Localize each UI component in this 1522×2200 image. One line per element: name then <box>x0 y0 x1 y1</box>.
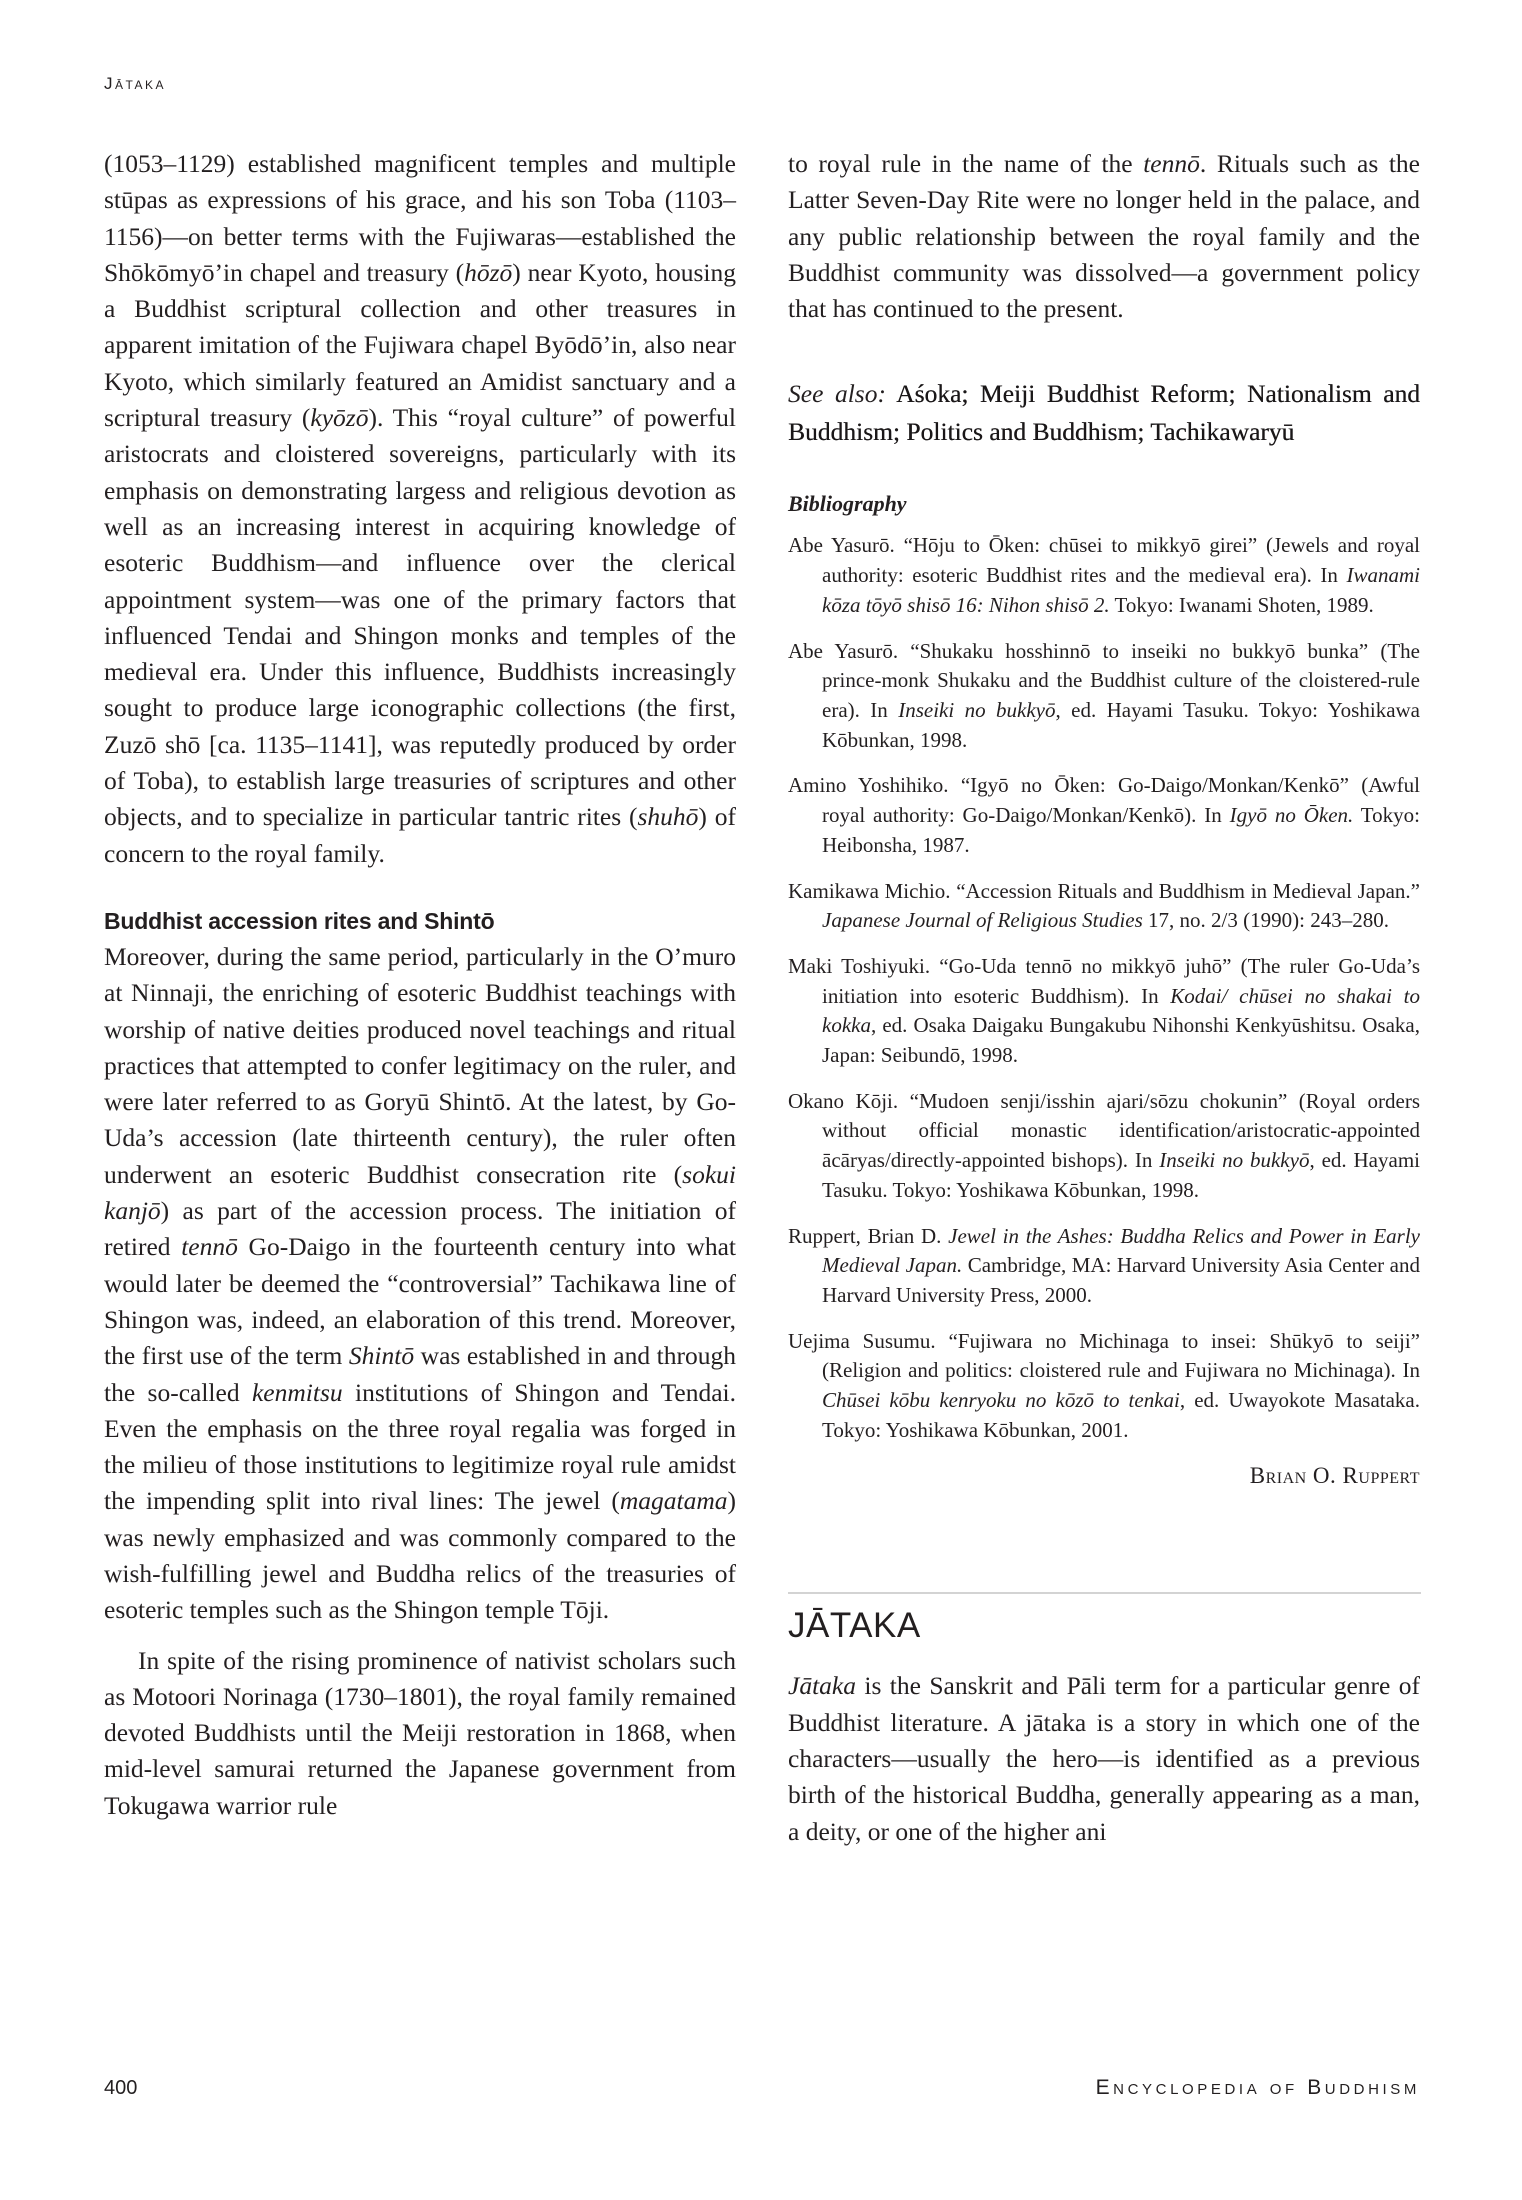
running-head: Jātaka <box>104 74 166 93</box>
text-run: ) near Kyoto, housing a Buddhist scriptural collection and other treasures in apparent imitation of the Fujiwara chapel Byōdō’in, also near Kyoto, which similarly featured an Amidist sanctuary and a scriptural treasury ( <box>104 257 736 433</box>
italic-term: magatama <box>619 1486 728 1516</box>
italic-title: Chūsei kōbu kenryoku no kōzō to tenkai <box>822 1388 1180 1413</box>
bibliography-entry <box>788 1327 1420 1446</box>
text-run: Okano Kōji. “Mudoen senji/isshin ajari/sōzu chokunin” (Royal orders without official monastic identification/aristocratic-appointed ācāryas/directly-appointed bishops). In <box>788 1088 1420 1173</box>
section-subheading: Buddhist accession rites and Shintō <box>104 907 495 934</box>
body-paragraph <box>104 146 736 872</box>
text-run: , ed. Osaka Daigaku Bungakubu Nihonshi Kenkyūshitsu. Osaka, Japan: Seibundō, 1998. <box>822 1013 1420 1068</box>
italic-term: tennō <box>181 1232 238 1262</box>
text-run: , ed. Hayami Tasuku. Tokyo: Yoshikawa Kōbunkan, 1998. <box>822 698 1420 752</box>
left-column <box>104 146 736 1824</box>
text-run: institutions of Shingon and Tendai. Even the emphasis on the three royal regalia was forged in the milieu of those institutions to legitimize royal rule amidst the impending split into rival lines: The jewel ( <box>104 1377 736 1516</box>
text-run: Tokyo: Heibonsha, 1987. <box>822 803 1420 857</box>
text-run: Moreover, during the same period, particularly in the O’muro at Ninnaji, the enriching of esoteric Buddhist teachings with worship of native deities produced novel teachings and ritual practices that attempted to confer legitimacy on the ruler, and were later referred to as Goryū Shintō. At the latest, by Go-Uda’s accession (late thirteenth century), the ruler often underwent an esoteric Buddhist consecration rite ( <box>104 941 736 1189</box>
body-paragraph <box>104 939 736 1629</box>
bibliography-heading: Bibliography <box>788 491 907 517</box>
bibliography-entry <box>788 1222 1420 1311</box>
bibliography-entry <box>788 1087 1420 1206</box>
book-title: Encyclopedia of Buddhism <box>1095 2076 1420 2099</box>
italic-term: kenmitsu <box>251 1377 343 1407</box>
text-run: is the Sanskrit and Pāli term for a particular genre of Buddhist literature. A jātaka is a story in which one of the characters—usually the hero—is identified as a previous birth of the historical Buddha, generally appearing as a man, a deity, or one of the higher ani <box>788 1671 1420 1846</box>
text-run: to royal rule in the name of the <box>788 149 1144 178</box>
text-run: 17, no. 2/3 (1990): 243–280. <box>1142 908 1389 933</box>
body-paragraph <box>788 146 1420 327</box>
text-run: . Rituals such as the Latter Seven-Day Rite were no longer held in the palace, and any public relationship between the royal family and the Buddhist community was dissolved—a government policy that has continued to the present. <box>788 149 1421 324</box>
author-signature: Brian O. Ruppert <box>1249 1463 1420 1489</box>
text-run: Kamikawa Michio. “Accession Rituals and Buddhism in Medieval Japan.” <box>788 878 1420 903</box>
italic-term: tennō <box>1143 149 1200 178</box>
text-run: (1053–1129) established magnificent temples and multiple stūpas as expressions of his grace, and his son Toba (1103–1156)—on better terms with the Fujiwaras—established the Shōkōmyō’in chapel and treasury ( <box>104 149 736 287</box>
bibliography-entry <box>788 877 1420 936</box>
text-run: ) of concern to the royal family. <box>104 802 736 868</box>
italic-title: Inseiki no bukkyō <box>898 698 1056 722</box>
italic-term: Jātaka <box>788 1671 856 1701</box>
text-run: ). This “royal culture” of powerful aristocrats and cloistered sovereigns, particularly with its emphasis on demonstrating largess and religious devotion as well as an increasing interest in acquiring knowledge of esoteric Buddhism—and influence over the clerical appointment system—was one of the primary factors that influenced Tendai and Shingon monks and temples of the medieval era. Under this influence, Buddhists increasingly sought to produce large iconographic collections (the first, Zuzō shō [ca. 1135–1141], was reputedly produced by order of Toba), to establish large treasuries of scriptures and other objects, and to specialize in particular tantric rites ( <box>104 403 736 832</box>
italic-title: Inseiki no bukkyō <box>1159 1148 1310 1173</box>
text-run: Cambridge, MA: Harvard University Asia Center and Harvard University Press, 2000. <box>822 1253 1420 1307</box>
italic-title: Jewel in the Ashes: Buddha Relics and Power in Early Medieval Japan. <box>822 1223 1420 1278</box>
italic-term: sokui kanjō <box>104 1159 736 1226</box>
right-column <box>788 146 1420 1850</box>
text-run: , ed. Uwayokote Masataka. Tokyo: Yoshikawa Kōbunkan, 2001. <box>822 1388 1421 1442</box>
italic-term: shuhō <box>637 802 699 832</box>
text-run: ) was newly emphasized and was commonly compared to the wish-fulfilling jewel and Buddha relics of the treasuries of esoteric temples such as the Shingon temple Tōji. <box>104 1486 736 1625</box>
italic-term: Shintō <box>348 1341 415 1371</box>
see-also-label: See also: <box>788 379 886 409</box>
entry-title: JĀTAKA <box>788 1606 921 1646</box>
text-run: Ruppert, Brian D. <box>788 1223 949 1248</box>
italic-term: hōzō <box>464 257 513 287</box>
bibliography-entry <box>788 531 1420 620</box>
text-run: Tokyo: Iwanami Shoten, 1989. <box>1109 592 1374 617</box>
text-run: Abe Yasurō. “Hōju to Ōken: chūsei to mikkyō girei” (Jewels and royal authority: esoteric Buddhist rites and the medieval era). In <box>788 533 1420 588</box>
body-paragraph <box>788 1668 1420 1849</box>
bibliography-entry <box>788 952 1420 1071</box>
text-run: was established in and through the so-called <box>104 1341 736 1407</box>
bibliography-entry <box>788 637 1420 756</box>
body-paragraph: In spite of the rising prominence of nativist scholars such as Motoori Norinaga (1730–1801), the royal family remained devoted Buddhists until the Meiji restoration in 1868, when mid-level samurai returned the Japanese government from Tokugawa warrior rule <box>104 1645 736 1820</box>
see-also <box>788 375 1420 451</box>
text-run: Abe Yasurō. “Shukaku hosshinnō to inseiki no bukkyō bunka” (The prince-monk Shukaku and the Buddhist culture of the cloistered-rule era). In <box>788 638 1420 722</box>
see-also-references[interactable]: Aśoka; Meiji Buddhist Reform; Nationalism and Buddhism; Politics and Buddhism; Tachikawaryū <box>788 379 1420 447</box>
page-number: 400 <box>104 2077 138 2099</box>
italic-title: Igyō no Ōken. <box>1229 803 1354 828</box>
italic-title: Kodai/ chūsei no shakai to kokka <box>822 983 1420 1038</box>
italic-term: kyōzō <box>310 403 369 433</box>
text-run: Uejima Susumu. “Fujiwara no Michinaga to insei: Shūkyō to seiji” (Religion and politics: cloistered rule and Fujiwara no Michinaga). In <box>788 1328 1420 1383</box>
bibliography-entry <box>788 771 1420 860</box>
text-run: , ed. Hayami Tasuku. Tokyo: Yoshikawa Kōbunkan, 1998. <box>822 1148 1420 1202</box>
text-run: Go-Daigo in the fourteenth century into what would later be deemed the “controversial” Tachikawa line of Shingon was, indeed, an elaboration of this trend. Moreover, the first use of the term <box>104 1232 737 1371</box>
text-run: Amino Yoshihiko. “Igyō no Ōken: Go-Daigo/Monkan/Kenkō” (Awful royal authority: Go-Daigo/Monkan/Kenkō). In <box>788 773 1420 828</box>
section-divider <box>788 1592 1421 1594</box>
text-run: ) as part of the accession process. The initiation of retired <box>104 1196 736 1262</box>
text-run: Maki Toshiyuki. “Go-Uda tennō no mikkyō juhō” (The ruler Go-Uda’s initiation into esoteric Buddhism). In <box>788 953 1420 1008</box>
italic-title: Iwanami kōza tōyō shisō 16: Nihon shisō 2. <box>822 563 1420 617</box>
italic-title: Japanese Journal of Religious Studies <box>822 908 1143 933</box>
bibliography-list <box>788 531 1420 1445</box>
